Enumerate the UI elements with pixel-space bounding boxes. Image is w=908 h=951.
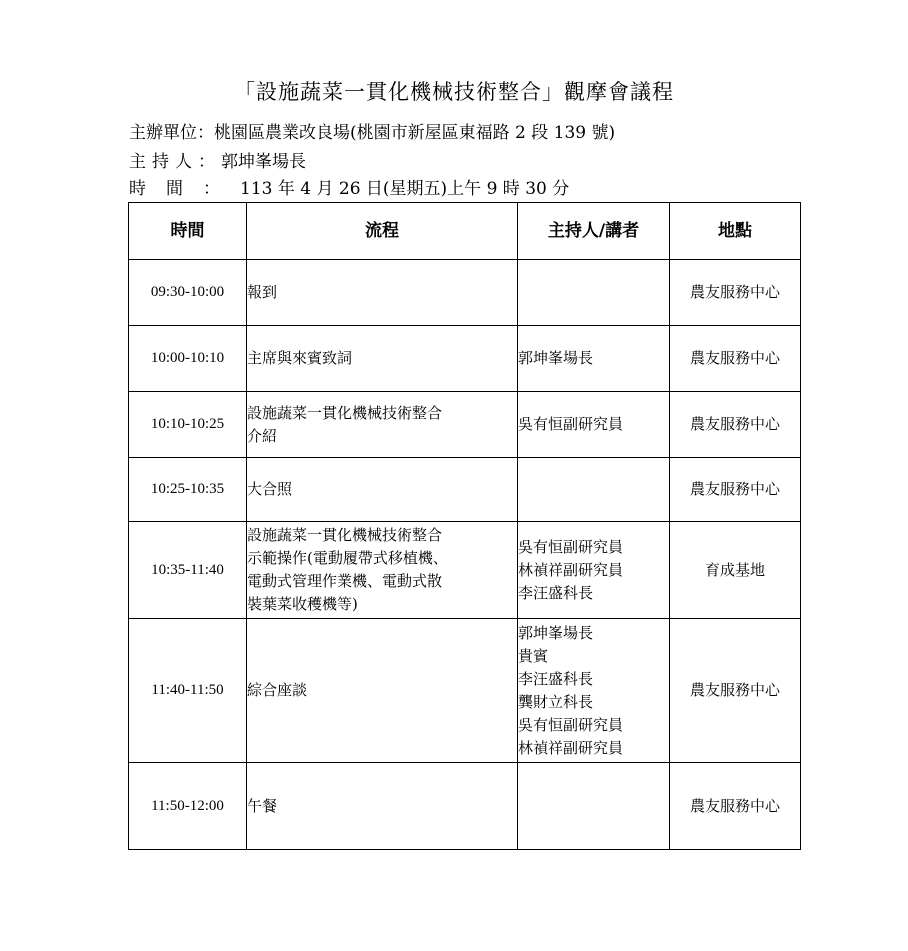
flow-cell xyxy=(247,619,518,763)
flow-line: 綜合座談 xyxy=(247,681,308,699)
header-time: 時間 xyxy=(129,203,247,260)
host-line: 吳有恒副研究員 xyxy=(518,537,624,556)
time-cell: 10:10-10:25 xyxy=(129,392,247,458)
time-line xyxy=(129,177,569,201)
place-cell: 農友服務中心 xyxy=(670,260,801,326)
flow-line: 設施蔬菜一貫化機械技術整合 xyxy=(247,403,443,422)
host-line xyxy=(129,150,306,174)
host-cell xyxy=(518,619,670,763)
table-row xyxy=(129,522,801,619)
place-cell: 農友服務中心 xyxy=(670,326,801,392)
agenda-table xyxy=(128,202,801,850)
organizer-label: 主辦單位： xyxy=(129,123,214,143)
flow-cell xyxy=(247,763,518,850)
flow-line: 電動式管理作業機、電動式散 xyxy=(247,572,443,590)
time-cell: 11:50-12:00 xyxy=(129,763,247,850)
host-line: 李汪盛科長 xyxy=(518,583,594,602)
table-header-row xyxy=(129,203,801,260)
host-cell xyxy=(518,522,670,619)
table-row xyxy=(129,619,801,763)
flow-line: 大合照 xyxy=(247,480,293,498)
flow-line: 裝葉菜收穫機等) xyxy=(247,595,358,613)
host-line: 林禎祥副研究員 xyxy=(518,560,624,579)
table-row xyxy=(129,392,801,458)
host-line: 李汪盛科長 xyxy=(518,669,594,688)
flow-cell xyxy=(247,260,518,326)
header-host: 主持人/講者 xyxy=(518,203,670,260)
table-row xyxy=(129,763,801,850)
host-cell xyxy=(518,260,670,326)
time-cell: 09:30-10:00 xyxy=(129,260,247,326)
host-line: 郭坤峯場長 xyxy=(518,349,594,367)
time-label: 時間： xyxy=(129,179,240,199)
place-cell: 農友服務中心 xyxy=(670,619,801,763)
host-label: 主持人： xyxy=(129,152,221,172)
host-cell xyxy=(518,392,670,458)
flow-cell xyxy=(247,458,518,522)
page-title: 「設施蔬菜一貫化機械技術整合」觀摩會議程 xyxy=(234,80,674,104)
time-cell: 10:25-10:35 xyxy=(129,458,247,522)
host-line: 郭坤峯場長 xyxy=(518,623,594,642)
flow-line: 報到 xyxy=(247,283,278,301)
flow-line: 示範操作(電動履帶式移植機、 xyxy=(247,549,448,567)
host-line: 吳有恒副研究員 xyxy=(518,715,624,734)
header-place: 地點 xyxy=(670,203,801,260)
host-cell xyxy=(518,326,670,392)
header-flow: 流程 xyxy=(247,203,518,260)
host-line: 貴賓 xyxy=(518,646,549,665)
place-cell: 農友服務中心 xyxy=(670,763,801,850)
flow-cell xyxy=(247,392,518,458)
table-row xyxy=(129,326,801,392)
place-cell: 農友服務中心 xyxy=(670,458,801,522)
host-cell xyxy=(518,763,670,850)
host-line: 龔財立科長 xyxy=(518,692,594,711)
time-cell: 11:40-11:50 xyxy=(129,619,247,763)
host-value: 郭坤峯場長 xyxy=(221,152,306,172)
host-cell xyxy=(518,458,670,522)
organizer-value: 桃園區農業改良場(桃園市新屋區東福路 2 段 139 號) xyxy=(214,123,616,143)
organizer-line xyxy=(129,121,615,145)
flow-line: 主席與來賓致詞 xyxy=(247,349,353,367)
place-cell: 育成基地 xyxy=(670,522,801,619)
time-cell: 10:35-11:40 xyxy=(129,522,247,619)
place-cell: 農友服務中心 xyxy=(670,392,801,458)
flow-line: 設施蔬菜一貫化機械技術整合 xyxy=(247,526,443,544)
host-line: 林禎祥副研究員 xyxy=(518,738,624,757)
flow-line: 午餐 xyxy=(247,796,278,815)
table-row xyxy=(129,458,801,522)
table-row xyxy=(129,260,801,326)
flow-cell xyxy=(247,522,518,619)
time-cell: 10:00-10:10 xyxy=(129,326,247,392)
time-value: 113 年 4 月 26 日(星期五)上午 9 時 30 分 xyxy=(240,179,570,199)
flow-line: 介紹 xyxy=(247,426,278,445)
flow-cell xyxy=(247,326,518,392)
host-line: 吳有恒副研究員 xyxy=(518,415,624,433)
